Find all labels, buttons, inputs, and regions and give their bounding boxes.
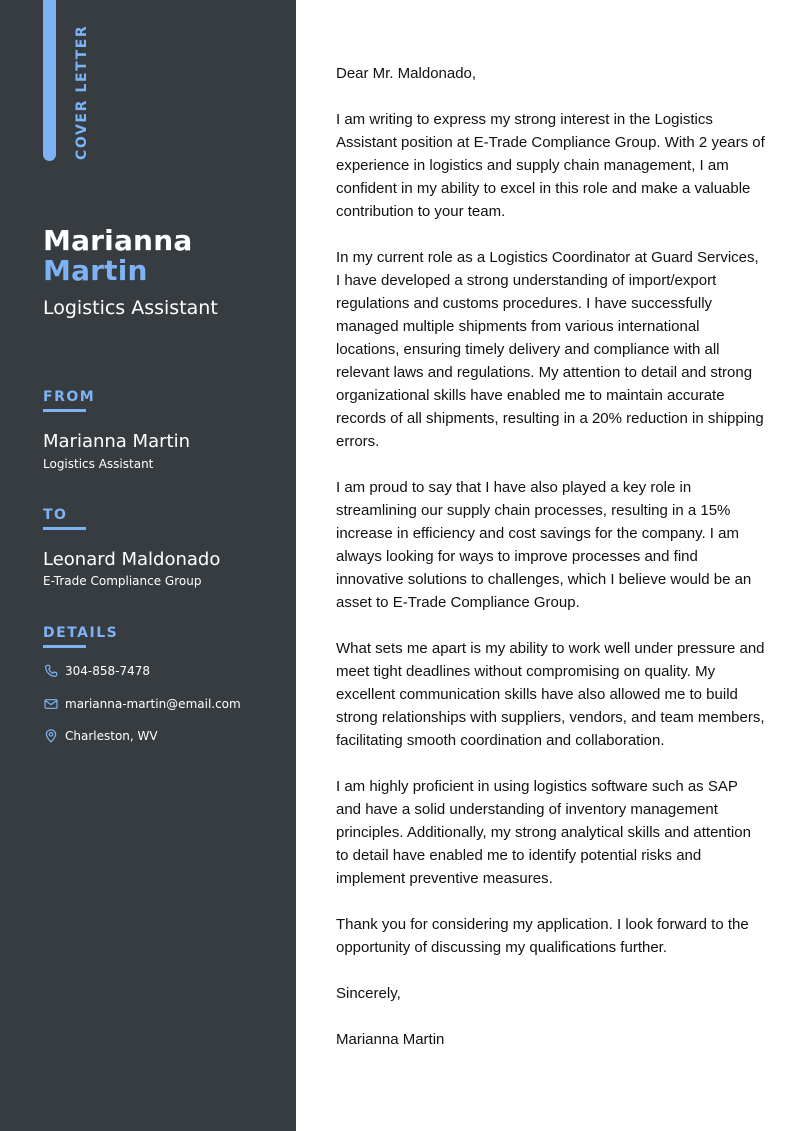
email-address[interactable]: marianna-martin@email.com [65,697,241,711]
paragraph-2: In my current role as a Logistics Coordinator at Guard Services, I have developed a strong understanding of import/export regulations and customs procedures. I have successfully managed multiple shipments from various international locations, ensuring timely delivery and compliance with all relevant laws and regulations. My attention to detail and strong organizational skills have enabled me to maintain accurate records of all shipments, resulting in a 20% reduction in shipping errors. [336,249,764,450]
details-heading: DETAILS [43,625,119,641]
from-name: Marianna Martin [43,431,190,452]
letter-body [336,62,766,1074]
phone-row [43,662,150,680]
phone-number[interactable]: 304-858-7478 [65,664,151,678]
salutation: Dear Mr. Maldonado, [336,65,477,82]
phone-icon [43,663,59,679]
location-pin-icon [43,728,59,744]
envelope-icon [43,696,59,712]
location: Charleston, WV [65,729,158,743]
sidebar [0,0,296,1131]
to-company: E-Trade Compliance Group [43,574,202,588]
paragraph-6: Thank you for considering my application. I look forward to the opportunity of discussing my qualifications further. [336,916,749,956]
paragraph-3: I am proud to say that I have also played a key role in streamlining our supply chain processes, resulting in a 15% increase in efficiency and cost savings for the company. I am always looking for ways to improve processes and find innovative solutions to challenges, which I believe would be an asset to E-Trade Compliance Group. [336,479,752,611]
to-name: Leonard Maldonado [43,549,221,570]
paragraph-5: I am highly proficient in using logistics software such as SAP and have a solid understanding of inventory management principles. Additionally, my strong analytical skills and attention to detail have enabled me to identify potential risks and implement preventive measures. [336,778,751,887]
applicant-job-title: Logistics Assistant [43,297,218,319]
document-type-label: COVER LETTER [74,24,90,160]
signature: Marianna Martin [336,1031,445,1048]
from-heading: FROM [43,389,96,405]
paragraph-1: I am writing to express my strong interest in the Logistics Assistant position at E-Trade Compliance Group. With 2 years of experience in logistics and supply chain management, I am confident in my ability to excel in this role and make a valuable contribution to your team. [336,111,765,220]
paragraph-4: What sets me apart is my ability to work well under pressure and meet tight deadlines without compromising on quality. My excellent communication skills have also allowed me to build strong relationships with suppliers, vendors, and team members, facilitating smooth coordination and collaboration. [336,640,765,749]
email-row [43,695,241,713]
accent-bar [43,0,56,161]
closing: Sincerely, [336,985,401,1002]
applicant-last-name: Martin [43,254,148,287]
to-heading: TO [43,507,68,523]
from-rule [43,409,86,412]
to-rule [43,527,86,530]
from-title: Logistics Assistant [43,457,154,471]
location-row [43,727,158,745]
details-rule [43,645,86,648]
applicant-first-name: Marianna [43,224,193,257]
